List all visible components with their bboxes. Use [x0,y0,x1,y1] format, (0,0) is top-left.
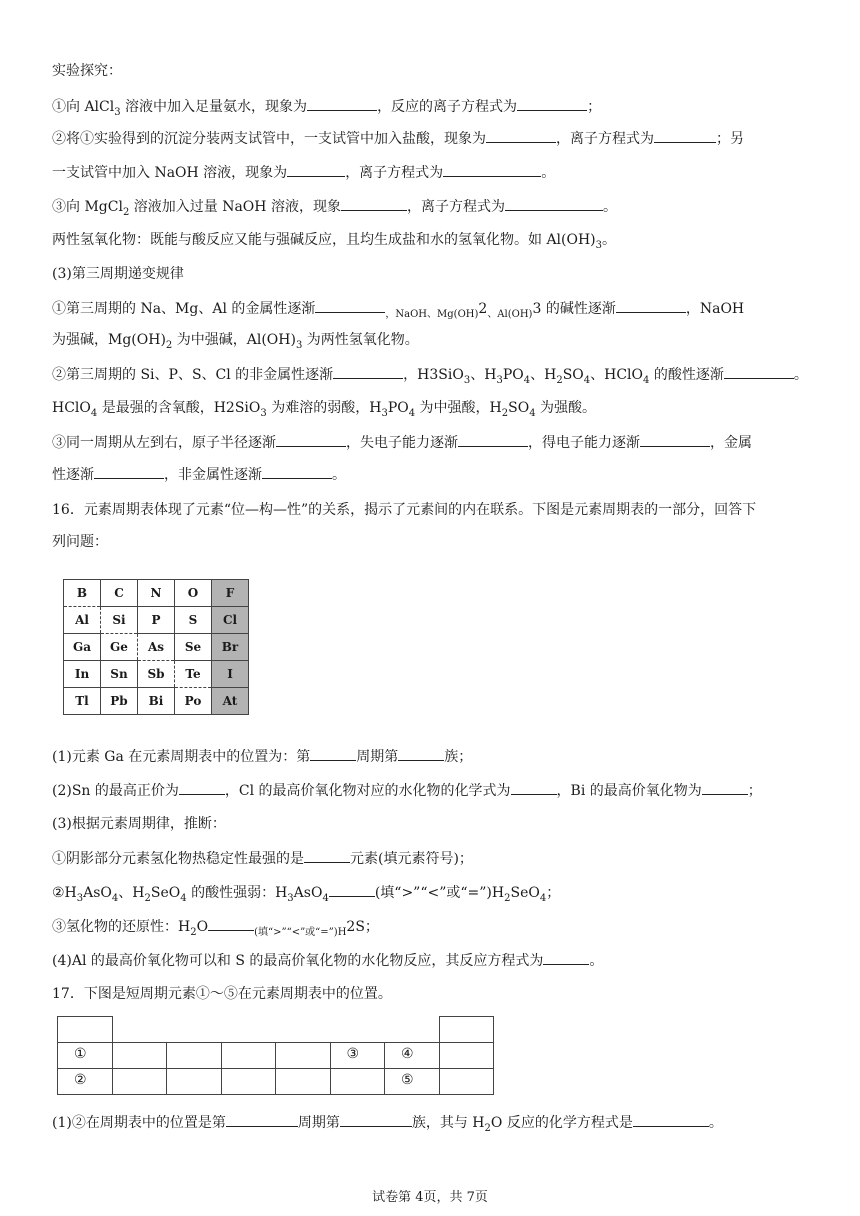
text-segment: PO [502,367,524,383]
periodic-table-fragment [63,579,249,715]
text-segment: AsO [293,885,323,901]
text-segment: ，离子方程式为 [556,131,654,147]
answer-blank[interactable] [315,298,385,313]
text-segment: ，非金属性逐渐 [164,467,262,483]
text-line [52,882,812,903]
text-segment: O [196,919,209,935]
grid-cell [221,1042,277,1069]
grid-cell: ① [57,1042,113,1069]
subscript: 4 [180,892,187,904]
element-cell: P [138,607,175,634]
text-line [52,532,812,552]
element-cell: Sn [101,661,138,688]
text-segment: ，Cl 的最高价氧化物对应的水化物的化学式为 [224,783,511,799]
subscript: 3 [287,892,294,904]
element-cell: Tl [64,688,101,715]
subscript: 4 [529,407,536,419]
answer-blank[interactable] [654,128,716,143]
element-cell: Ga [64,634,101,661]
text-segment: 2 [346,919,356,935]
text-line [52,984,812,1004]
text-segment: 。 [708,1115,723,1131]
answer-blank[interactable] [262,464,332,479]
grid-cell [166,1042,222,1069]
text-segment: 为强碱，Mg(OH) [52,332,166,348]
text-segment: 、H [530,367,557,383]
text-segment: ②第三周期的 Si、P、S、Cl 的非金属性逐渐 [52,367,334,383]
subscript: 3 [595,239,603,251]
subscript: 3 [114,106,121,118]
grid-cell: ② [57,1068,113,1095]
text-segment: 。 [793,367,808,383]
grid-cell [166,1068,222,1095]
text-line [52,848,812,869]
text-segment: 的酸性逐渐 [649,367,724,383]
text-segment: AsO [83,885,112,901]
subscript: 4 [539,892,547,904]
text-segment: ，得电子能力逐渐 [528,435,640,451]
subscript: 4 [111,892,119,904]
answer-blank[interactable] [616,298,686,313]
text-line [52,162,812,183]
text-segment: 族； [444,749,473,765]
text-segment: 为难溶的弱酸，H [266,400,382,416]
subscript: 4 [322,892,329,904]
text-line [52,330,812,350]
answer-blank[interactable] [287,162,345,177]
element-cell: S [175,607,212,634]
answer-blank[interactable] [511,780,557,795]
text-segment: ，离子方程式为 [406,199,505,215]
text-line [52,96,812,117]
text-segment: ； [546,885,561,901]
periodic-row [64,580,249,607]
element-cell: F [212,580,249,607]
element-cell: Se [175,634,212,661]
grid-cell [221,1068,277,1095]
text-segment: 、HClO [590,367,644,383]
text-segment: HClO [52,400,91,416]
subscript: 3 [76,892,84,904]
text-segment: 为强酸。 [535,400,597,416]
subscript: 2 [165,339,173,351]
grid-cell [439,1016,495,1043]
text-line [52,780,812,801]
text-segment: ②H [52,885,77,901]
text-segment: ； [587,99,602,115]
text-line [52,230,812,250]
answer-blank[interactable] [702,780,748,795]
subscript: 3 [463,374,471,386]
text-segment: ③氢化物的还原性：H [52,919,191,935]
subscript: 2 [556,374,563,386]
element-cell: Te [175,661,212,688]
page-footer: 试卷第 4页，共 7页 [372,1190,488,1205]
text-segment: ①阴影部分元素氢化物热稳定性最强的是 [52,851,304,867]
text-line [52,432,812,453]
grid-cell [330,1068,386,1095]
subscript: 、Al(OH) [487,308,533,320]
answer-blank[interactable] [304,848,350,863]
text-segment: ①第三周期的 Na、Mg、Al 的金属性逐渐 [52,301,316,317]
text-segment: 的碱性逐渐 [541,301,616,317]
text-line [52,1112,812,1133]
subscript: 3 [381,407,388,419]
element-cell: Bi [138,688,175,715]
subscript: 2 [504,892,511,904]
text-segment: (填“>”“<”或“=”)H [374,885,505,901]
answer-blank[interactable] [398,746,444,761]
grid-cell: ③ [330,1042,386,1069]
text-line [52,128,812,149]
text-segment: ，H3SiO [403,367,464,383]
text-segment: SeO [150,885,181,901]
text-segment: 元素(填元素符号)； [350,851,473,867]
text-line [52,61,812,81]
text-segment: ，离子方程式为 [345,165,444,181]
text-segment: 是最强的含氧酸，H2SiO [97,400,261,416]
text-segment: 。 [602,199,617,215]
subscript: 2 [501,407,509,419]
text-segment: 。 [589,953,604,969]
subscript: 3 [496,374,503,386]
periodic-row [64,661,249,688]
text-segment: 。 [332,467,346,483]
periodic-row [64,607,249,634]
element-cell: Po [175,688,212,715]
answer-blank[interactable] [276,432,346,447]
text-segment: ①向 AlCl [52,99,115,115]
text-segment: 为中强碱，Al(OH) [172,332,296,348]
short-period-table [57,1016,493,1096]
answer-blank[interactable] [307,96,377,111]
answer-blank[interactable] [310,746,356,761]
text-segment: 16．元素周期表体现了元素“位—构—性”的关系，揭示了元素间的内在联系。下图是元素周期表的一部分，回答下 [52,502,757,518]
text-segment: 周期第 [356,749,399,765]
text-segment: (3)根据元素周期律，推断： [52,816,226,832]
subscript: 4 [408,407,416,419]
text-segment: O 反应的化学方程式是 [490,1115,633,1131]
answer-blank[interactable] [329,882,375,897]
subscript: 3 [295,339,303,351]
grid-cell [275,1042,331,1069]
text-segment: ，NaOH [685,301,745,317]
subscript: (填“>”“<”或“=”)H [254,926,347,938]
subscript: 4 [643,374,650,386]
text-line [52,916,812,937]
grid-cell: ⑤ [384,1068,440,1095]
subscript: 2 [122,206,130,218]
text-segment: (3)第三周期递变规律 [52,266,184,282]
element-cell: N [138,580,175,607]
text-segment: 为中强酸，H [415,400,502,416]
element-cell: Cl [212,607,249,634]
element-cell: Sb [138,661,175,688]
text-segment: 两性氢氧化物：既能与酸反应又能与强碱反应，且均生成盐和水的氢氧化物。如 Al(OH) [52,232,596,248]
text-segment: 。 [541,165,556,181]
text-segment: 性逐渐 [52,467,94,483]
answer-blank[interactable] [208,916,254,931]
grid-cell [275,1068,331,1095]
answer-blank[interactable] [340,1112,412,1127]
answer-blank[interactable] [543,950,589,965]
text-segment: ，Bi 的最高价氧化物为 [556,783,702,799]
text-segment: 3 [532,301,542,317]
subscript: 4 [523,374,531,386]
text-segment: (1)②在周期表中的位置是第 [52,1115,226,1131]
text-segment: 。 [602,232,617,248]
answer-blank[interactable] [443,162,541,177]
text-segment: (2)Sn 的最高正价为 [52,783,179,799]
subscript: 2 [144,892,151,904]
text-segment: 溶液加入过量 NaOH 溶液，现象 [129,199,341,215]
periodic-row [64,688,249,715]
subscript: 2 [484,1122,491,1134]
answer-blank[interactable] [640,432,710,447]
subscript: 3 [260,407,267,419]
text-line [52,364,812,385]
text-line [52,264,812,284]
element-cell: Pb [101,688,138,715]
text-line [52,398,812,418]
text-line [52,814,812,834]
subscript: ，NaOH、Mg(OH) [385,308,479,320]
element-cell: O [175,580,212,607]
answer-blank[interactable] [505,196,603,211]
text-segment: ，反应的离子方程式为 [377,99,518,115]
text-segment: (4)Al 的最高价氧化物可以和 S 的最高价氧化物的水化物反应，其反应方程式为 [52,953,544,969]
element-cell: Si [101,607,138,634]
text-segment: SO [562,367,584,383]
answer-blank[interactable] [517,96,587,111]
element-cell: At [212,688,249,715]
grid-cell [112,1068,168,1095]
grid-cell [439,1042,495,1069]
text-segment: 溶液中加入足量氨水，现象为 [120,99,308,115]
text-segment: ； [747,783,762,799]
answer-blank[interactable] [633,1112,709,1127]
text-segment: ，金属 [710,435,752,451]
answer-blank[interactable] [179,780,225,795]
text-segment: 为两性氢氧化物。 [302,332,419,348]
text-line [52,196,812,217]
element-cell: Al [64,607,101,634]
grid-cell: ④ [384,1042,440,1069]
text-segment: 列问题： [52,534,108,550]
text-segment: 2 [478,301,488,317]
answer-blank[interactable] [341,196,407,211]
subscript: 4 [583,374,591,386]
text-segment: PO [387,400,409,416]
answer-blank[interactable] [94,464,164,479]
text-segment: 一支试管中加入 NaOH 溶液，现象为 [52,165,288,181]
text-segment: 、H [470,367,497,383]
text-line [52,500,812,520]
element-cell: In [64,661,101,688]
text-segment: 实验探究： [52,63,122,79]
text-line [52,298,812,319]
answer-blank[interactable] [724,364,794,379]
element-cell: I [212,661,249,688]
text-segment: (1)元素 Ga 在元素周期表中的位置为：第 [52,749,311,765]
text-line [52,746,812,767]
text-line [52,950,812,971]
periodic-row [64,634,249,661]
text-segment: 的酸性强弱：H [186,885,288,901]
element-cell: As [138,634,175,661]
answer-blank[interactable] [486,128,556,143]
text-segment: 周期第 [297,1115,340,1131]
text-line [52,464,812,485]
element-cell: Ge [101,634,138,661]
text-segment: S； [355,919,379,935]
answer-blank[interactable] [226,1112,298,1127]
grid-cell [112,1042,168,1069]
element-cell: B [64,580,101,607]
text-segment: SeO [510,885,540,901]
text-segment: ②将①实验得到的沉淀分装两支试管中，一支试管中加入盐酸，现象为 [52,131,486,147]
text-segment: 族，其与 H [411,1115,485,1131]
text-segment: SO [508,400,530,416]
answer-blank[interactable] [458,432,528,447]
subscript: 4 [90,407,98,419]
text-segment: ；另 [716,131,744,147]
grid-cell [57,1016,113,1043]
subscript: 2 [190,926,197,938]
text-segment: ，失电子能力逐渐 [346,435,458,451]
element-cell: Br [212,634,249,661]
answer-blank[interactable] [333,364,403,379]
grid-cell [439,1068,495,1095]
element-cell: C [101,580,138,607]
text-segment: ③同一周期从左到右，原子半径逐渐 [52,435,276,451]
text-segment: 、H [118,885,145,901]
text-segment: ③向 MgCl [52,199,123,215]
text-segment: 17．下图是短周期元素①～⑤在元素周期表中的位置。 [52,986,392,1002]
